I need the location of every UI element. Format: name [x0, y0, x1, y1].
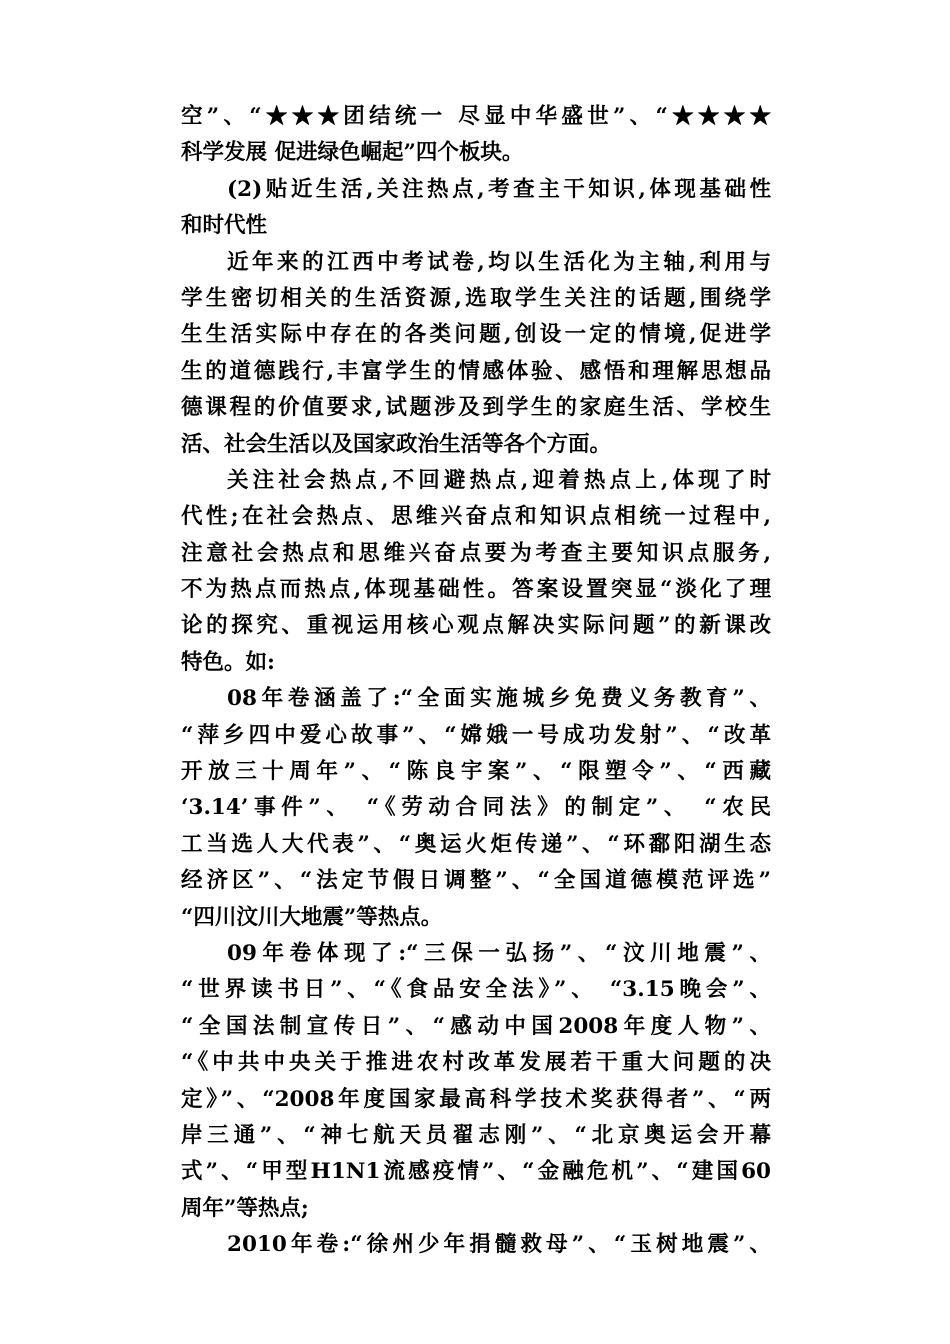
text-line: 式”、“甲型H1N1流感疫情”、“金融危机”、“建国60: [181, 1159, 771, 1185]
text-line: 09年卷体现了:“三保一弘扬”、“汶川地震”、: [227, 940, 771, 966]
text-line: 生生活实际中存在的各类问题,创设一定的情境,促进学: [181, 322, 771, 348]
text-line: 科学发展 促进绿色崛起”四个板块。: [181, 140, 524, 166]
text-line: 关注社会热点,不回避热点,迎着热点上,体现了时: [227, 467, 771, 493]
text-line: 特色。如:: [181, 649, 275, 675]
document-body: [181, 99, 771, 1264]
text-line: (2)贴近生活,关注热点,考查主干知识,体现基础性: [227, 176, 771, 202]
text-line: 岸三通”、“神七航天员翟志刚”、“北京奥运会开幕: [181, 1122, 771, 1148]
text-line: 工当选人大代表”、“奥运火炬传递”、“环鄱阳湖生态: [181, 831, 771, 857]
text-line: 开放三十周年”、“陈良宇案”、“限塑令”、“西藏: [181, 759, 771, 785]
text-line: “全国法制宣传日”、“感动中国2008年度人物”、: [181, 1013, 771, 1039]
text-line: 和时代性: [181, 213, 268, 239]
text-line: 空”、“★★★团结统一 尽显中华盛世”、“★★★★: [181, 104, 771, 129]
text-line: “四川汶川大地震”等热点。: [181, 904, 443, 930]
text-line: “《中共中央关于推进农村改革发展若干重大问题的决: [181, 1050, 771, 1076]
text-line: 周年”等热点;: [181, 1195, 309, 1221]
text-line: 近年来的江西中考试卷,均以生活化为主轴,利用与: [227, 249, 771, 275]
text-line: 不为热点而热点,体现基础性。答案设置突显“淡化了理: [181, 577, 771, 603]
text-line: “世界读书日”、“《食品安全法》”、 “3.15晚会”、: [181, 977, 771, 1003]
text-line: 注意社会热点和思维兴奋点要为考查主要知识点服务,: [181, 540, 771, 566]
text-line: 生的道德践行,丰富学生的情感体验、感悟和理解思想品: [181, 358, 771, 384]
text-line: 定》”、“2008年度国家最高科学技术奖获得者”、“两: [181, 1086, 771, 1112]
text-line: 活、社会生活以及国家政治生活等各个方面。: [181, 431, 612, 457]
text-line: 德课程的价值要求,试题涉及到学生的家庭生活、学校生: [181, 395, 771, 421]
text-line: 2010年卷:“徐州少年捐髓救母”、“玉树地震”、: [227, 1232, 771, 1258]
text-line: 学生密切相关的生活资源,选取学生关注的话题,围绕学: [181, 285, 771, 311]
text-line: 经济区”、“法定节假日调整”、“全国道德模范评选”: [181, 868, 771, 894]
text-line: 论的探究、重视运用核心观点解决实际问题”的新课改: [181, 613, 771, 639]
text-line: 代性;在社会热点、思维兴奋点和知识点相统一过程中,: [181, 504, 771, 530]
text-line: ‘3.14’事件”、 “《劳动合同法》的制定”、 “农民: [181, 795, 771, 821]
text-line: “萍乡四中爱心故事”、“嫦娥一号成功发射”、“改革: [181, 722, 771, 748]
text-line: 08年卷涵盖了:“全面实施城乡免费义务教育”、: [227, 686, 771, 712]
